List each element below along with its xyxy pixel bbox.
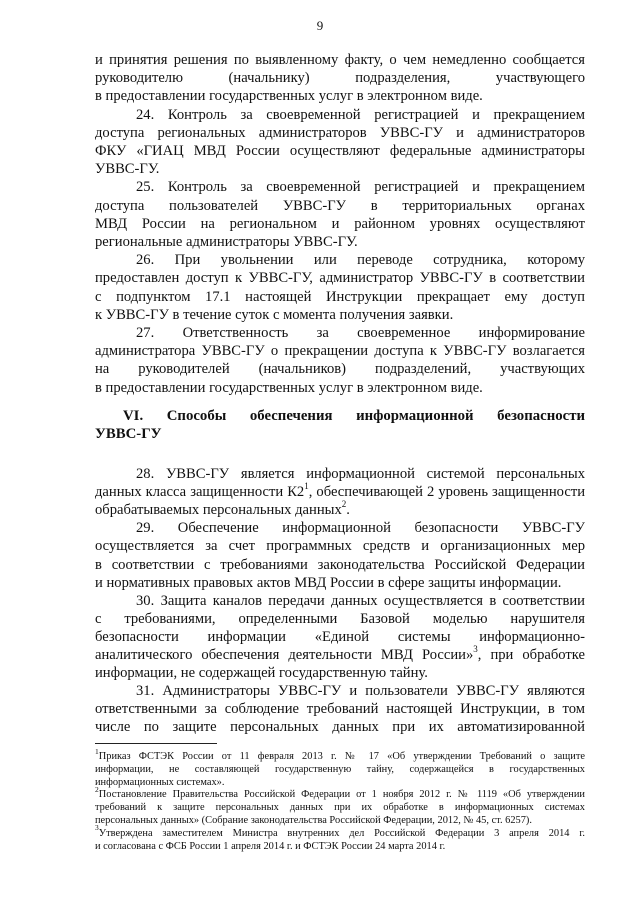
line-text: Постановление Правительства Российской Федерации от 1 ноября 2012 г. № 1119 «Об утверждении	[98, 789, 585, 801]
line-text: 24. Контроль за своевременной регистрацией и прекращением	[136, 106, 585, 123]
line-text: 29. Обеспечение информационной безопасности УВВС-ГУ	[136, 520, 585, 537]
text-line	[95, 611, 585, 627]
text-line	[95, 88, 585, 104]
footnote-line	[95, 784, 585, 802]
line-text: числе по защите персональных данных при их автоматизированной	[95, 719, 585, 736]
text-line	[95, 644, 585, 663]
line-text: Утверждена заместителем Министра внутренних дел Российской Федерации 3 апреля 2014 г.	[98, 827, 585, 839]
footnote-marker: 3	[95, 823, 99, 833]
line-text: данных класса защищенности К2	[95, 484, 305, 501]
footnote-reference: 3	[473, 644, 478, 655]
line-text: предоставлен доступ к УВВС-ГУ, администратор УВВС-ГУ в соответствии	[95, 270, 585, 287]
line-text: осуществляется за счет программных средств и организационных мер	[95, 538, 585, 555]
line-text: доступа пользователей УВВС-ГУ в территориальных органах	[95, 197, 585, 214]
footnote-line	[95, 815, 585, 828]
text-line	[95, 125, 585, 141]
text-line	[95, 216, 585, 232]
line-text: администратора УВВС-ГУ о прекращении доступа к УВВС-ГУ возлагается	[95, 343, 585, 360]
footnote-line	[95, 777, 585, 790]
line-text: требований к защите персональных данных при их обработке в информационных системах	[95, 802, 585, 814]
line-text: 28. УВВС-ГУ является информационной системой персональных	[136, 466, 585, 482]
footnote-marker: 2	[95, 784, 99, 794]
footnote-marker: 1	[95, 746, 99, 756]
line-text: обрабатываемых персональных данных	[95, 502, 342, 519]
line-text: МВД России на региональном и районном уровнях осуществляют	[95, 215, 585, 232]
line-text-tail: , при обработке	[477, 647, 585, 663]
text-line	[95, 557, 585, 573]
footnote-reference: 2	[341, 499, 347, 510]
line-text: 31. Администраторы УВВС-ГУ и пользователи УВВС-ГУ являются	[136, 683, 585, 700]
line-text: к УВВС-ГУ в течение суток с момента получения заявки.	[95, 306, 454, 323]
text-line	[95, 343, 585, 359]
text-line	[95, 481, 586, 501]
text-line	[95, 161, 585, 177]
line-text: аналитического обеспечения деятельности МВД России»	[95, 647, 474, 663]
line-text: и нормативных правовых актов МВД России в сфере защиты информации.	[95, 574, 562, 591]
footnote-line	[95, 823, 585, 841]
line-text: руководителю (начальнику) подразделения, участвующего	[95, 70, 585, 87]
text-line	[95, 665, 585, 681]
line-text: с требованиями, определенными Базовой моделью нарушителя	[95, 610, 585, 627]
footnote-separator	[95, 743, 217, 744]
text-line	[95, 325, 585, 341]
line-text-tail: .	[346, 502, 350, 519]
text-line	[95, 575, 585, 591]
text-line	[95, 593, 585, 609]
text-line	[95, 52, 585, 68]
line-text: персональных данных» (Собрание законодательства Российской Федерации, 2012, № 45, ст. 6257).	[95, 815, 532, 826]
section-heading-continued	[95, 426, 585, 442]
line-text: и согласована с ФСБ России 1 апреля 2014 г. и ФСТЭК России 24 марта 2014 г.	[95, 840, 446, 852]
text-line	[95, 198, 585, 214]
line-text: на руководителей (начальников) подразделений, участвующих	[95, 361, 585, 378]
page-number: 9	[316, 18, 324, 33]
section-heading	[95, 408, 585, 424]
text-line	[95, 107, 585, 123]
line-text-tail: , обеспечивающей 2 уровень защищенности	[308, 484, 586, 501]
line-text: УВВС-ГУ.	[95, 161, 160, 178]
line-text: 26. При увольнении или переводе сотрудника, которому	[136, 252, 585, 269]
text-line	[95, 719, 585, 735]
line-text: информационных системах».	[95, 776, 225, 788]
line-text: безопасности информации «Единой системы информационно-	[95, 628, 585, 645]
line-text: 25. Контроль за своевременной регистрацией и прекращением	[136, 179, 585, 196]
line-text: информации, не составляющей государственную тайну, содержащейся в государственных	[95, 763, 585, 775]
text-line	[95, 683, 585, 699]
text-line	[95, 701, 585, 717]
text-line	[95, 380, 585, 396]
text-line	[95, 466, 585, 482]
text-line	[95, 361, 585, 377]
footnote-line	[95, 746, 585, 764]
line-text: 27. Ответственность за своевременное информирование	[136, 325, 585, 341]
footnote-line	[95, 802, 585, 815]
text-line	[95, 499, 585, 519]
text-line	[95, 629, 585, 645]
footnote-line	[95, 764, 585, 777]
text-line	[95, 70, 585, 86]
text-line	[95, 234, 585, 250]
line-text: 30. Защита каналов передачи данных осуществляется в соответствии	[136, 592, 585, 609]
text-line	[95, 307, 585, 323]
line-text: в предоставлении государственных услуг в электронном виде.	[95, 88, 483, 105]
section-heading-line-2: УВВС-ГУ	[95, 426, 162, 442]
line-text: региональные администраторы УВВС-ГУ.	[95, 234, 358, 250]
text-line	[95, 252, 585, 268]
line-text: Приказ ФСТЭК России от 11 февраля 2013 г. № 17 «Об утверждении Требований о защите	[98, 751, 585, 762]
footnote-line	[95, 841, 585, 854]
text-line	[95, 270, 585, 286]
line-text: ответственными за соблюдение требований настоящей Инструкции, в том	[95, 701, 585, 718]
line-text: в предоставлении государственных услуг в электронном виде.	[95, 379, 483, 396]
line-text: ФКУ «ГИАЦ МВД России осуществляют федеральные администраторы	[95, 143, 585, 159]
footnote-reference: 1	[304, 481, 309, 492]
line-text: в соответствии с требованиями законодательства Российской Федерации	[95, 556, 585, 573]
section-heading-line-1: VI. Способы обеспечения информационной безопасности	[123, 408, 585, 424]
text-line	[95, 520, 585, 536]
line-text: информации, не содержащей государственную тайну.	[95, 665, 428, 682]
text-line	[95, 179, 585, 195]
line-text: доступа региональных администраторов УВВС-ГУ и администраторов	[95, 124, 585, 141]
line-text: и принятия решения по выявленному факту, о чем немедленно сообщается	[95, 52, 585, 68]
text-line	[95, 538, 585, 554]
text-line	[95, 289, 585, 305]
text-line	[95, 143, 585, 159]
line-text: с подпунктом 17.1 настоящей Инструкции прекращает ему доступ	[95, 288, 585, 305]
